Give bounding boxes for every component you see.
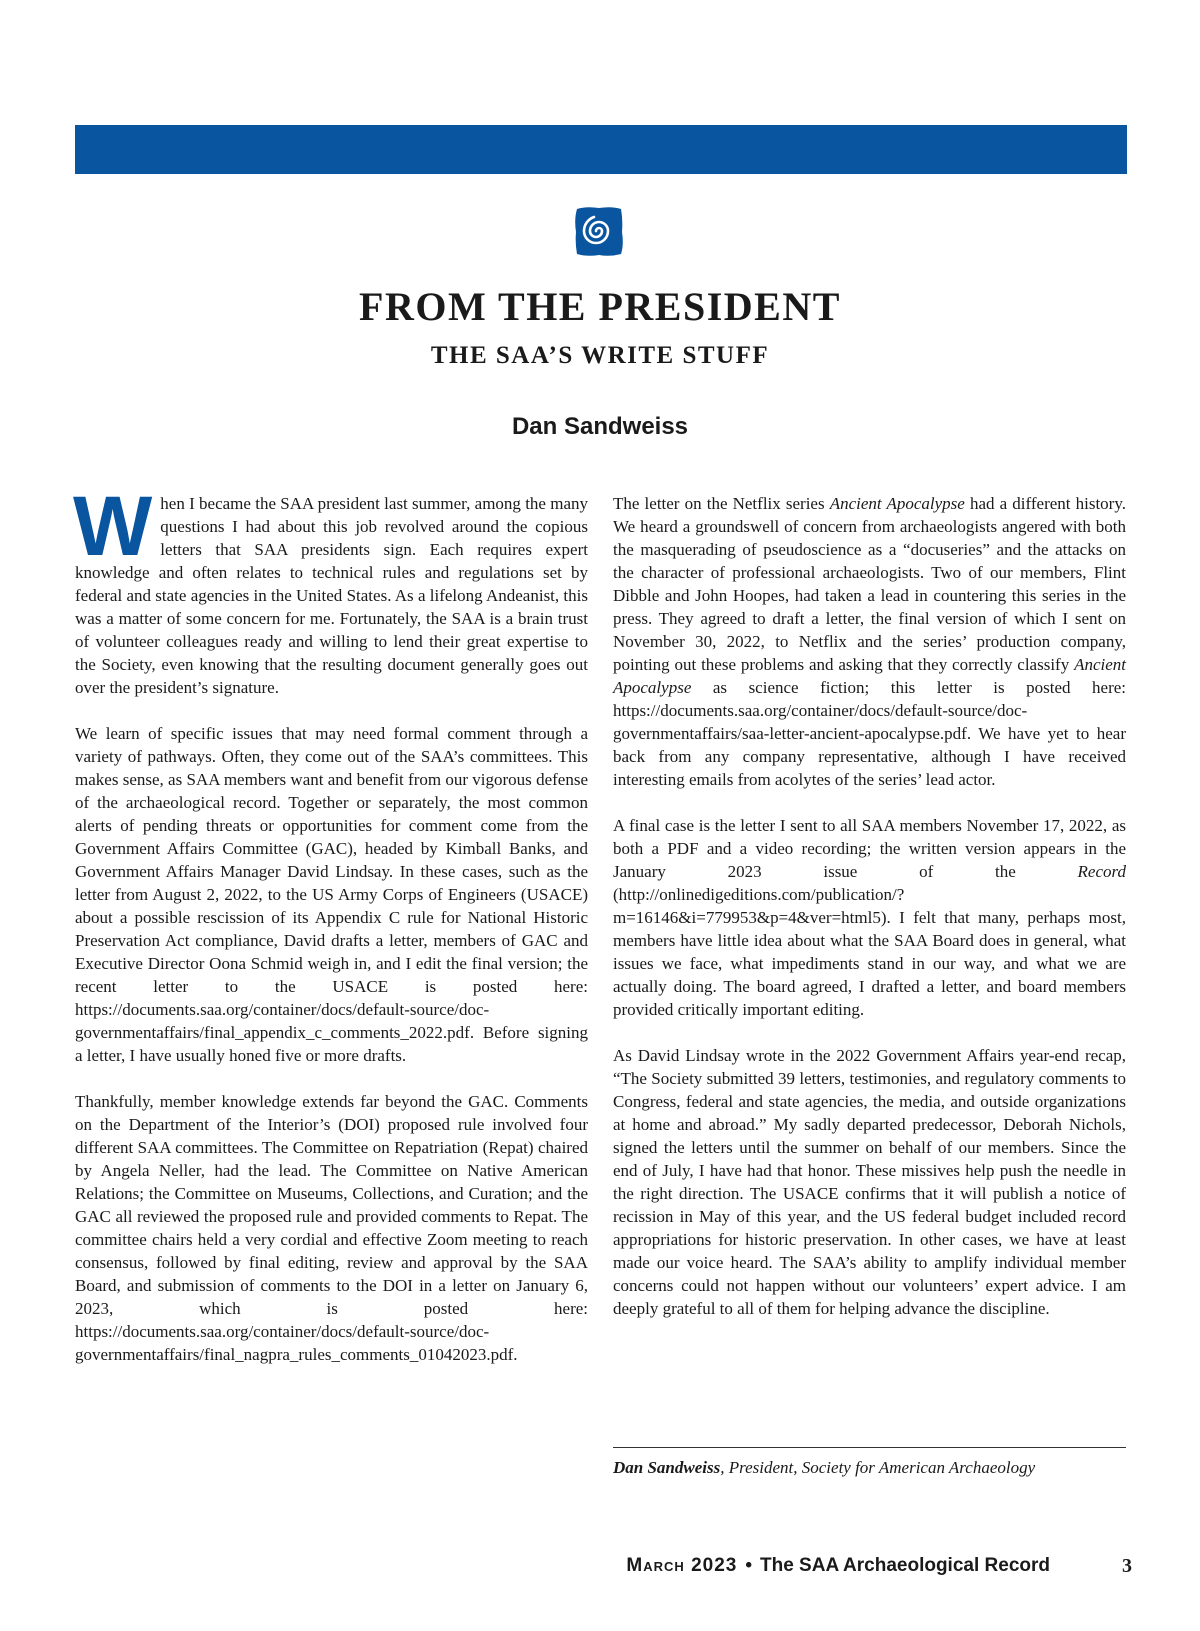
paragraph-3: Thankfully, member knowledge extends far beyond the GAC. Comments on the Department of the Interior’s (DOI) proposed rule involved four different SAA committees. The Committee on Repatriation (Repat) chaired by Angela Neller, had the lead. The Committee on Native American Relations; the Committee on Museums, Collections, and Curation; and the GAC all reviewed the proposed rule and provided comments to Repat. The committee chairs held a very cordial and effective Zoom meeting to reach consensus, followed by final editing, review and approval by the SAA Board, and submission of comments to the DOI in a letter on January 6, 2023, which is posted here: https://documents.saa.org/container/docs/default-source/doc-governmentaffairs/final_nagpra_rules_comments_01042023.pdf. (75, 1092, 588, 1364)
paragraph-4: The letter on the Netflix series Ancient Apocalypse had a different history. We heard a groundswell of concern from archaeologists angered with both the masquerading of pseudoscience as a “docuseries” and the attacks on the character of professional archaeologists. Two of our members, Flint Dibble and John Hoopes, had taken a lead in countering this series in the press. They agreed to draft a letter, the final version of which I sent on November 30, 2022, to Netflix and the series’ production company, pointing out these problems and asking that they correctly classify Ancient Apocalypse as science fiction; this letter is posted here: https://documents.saa.org/container/docs/default-source/doc-governmentaffairs/saa-letter-ancient-apocalypse.pdf. We have yet to hear back from any company representative, although I have received interesting emails from acolytes of the series’ lead actor. (613, 494, 1126, 789)
article-title: THE SAA’S WRITE STUFF (430, 342, 770, 369)
page-number: 3 (1122, 1555, 1132, 1577)
page-footer (626, 1555, 1050, 1577)
author-byline: Dan Sandweiss (511, 413, 689, 440)
footer-bullet: • (745, 1555, 752, 1576)
paragraph-2: We learn of specific issues that may need formal comment through a variety of pathways. Often, they come out of the SAA’s committees. This makes sense, as SAA members want and benefit from our vigorous defense of the archaeological record. Together or separately, the most common alerts of pending threats or opportunities for comment come from the Government Affairs Committee (GAC), headed by Kimball Banks, and Government Affairs Manager David Lindsay. In these cases, such as the letter from August 2, 2022, to the US Army Corps of Engineers (USACE) about a possible rescission of its Appendix C rule for National Historic Preservation Act compliance, David drafts a letter, members of GAC and Executive Director Oona Schmid weigh in, and I edit the final version; the recent letter to the USACE is posted here: https://documents.saa.org/container/docs/default-source/doc-governmentaffairs/final_appendix_c_comments_2022.pdf. Before signing a letter, I have usually honed five or more drafts. (75, 724, 588, 1065)
department-title: FROM THE PRESIDENT (359, 284, 841, 329)
drop-cap: W (73, 479, 153, 573)
footer-publication-name: The SAA Archaeological Record (760, 1555, 1050, 1576)
paragraph-1: When I became the SAA president last summer, among the many questions I had about this job revolved around the copious letters that SAA presidents sign. Each requires expert knowledge and often relates to technical rules and regulations set by federal and state agencies in the United States. As a lifelong Andeanist, this was a matter of some concern for me. Fortunately, the SAA is a brain trust of volunteer colleagues ready and willing to lend their great expertise to the Society, even knowing that the resulting document generally goes out over the president’s signature. (73, 479, 588, 697)
footer-issue-date: March 2023 (626, 1555, 738, 1576)
article-column-left (73, 479, 588, 1366)
spiral-icon (574, 205, 624, 258)
author-signature (613, 1458, 1126, 1478)
header-color-band (75, 125, 1127, 174)
signature-name: Dan Sandweiss (613, 1458, 721, 1477)
signature-divider (613, 1447, 1126, 1448)
article-column-right (613, 492, 1126, 1320)
paragraph-5: A final case is the letter I sent to all SAA members November 17, 2022, as both a PDF and a video recording; the written version appears in the January 2023 issue of the Record (http://onlinedigeditions.com/publication/?m=16146&i=779953&p=4&ver=html5). I felt that many, perhaps most, members have little idea about what the SAA Board does in general, what issues we face, what impediments stand in our way, and what we are actually doing. The board agreed, I drafted a letter, and board members provided critically important editing. (613, 816, 1126, 1019)
paragraph-6: As David Lindsay wrote in the 2022 Government Affairs year-end recap, “The Society submitted 39 letters, testimonies, and regulatory comments to Congress, federal and state agencies, the media, and outside organizations at home and abroad.” My sadly departed predecessor, Deborah Nichols, signed the letters until the summer on behalf of our members. Since the end of July, I have had that honor. These missives help push the needle in the right direction. The USACE confirms that it will publish a notice of recission in May of this year, and the US federal budget included record appropriations for historic preservation. In other cases, we have at least made our voice heard. The SAA’s ability to amplify individual member concerns could not happen without our volunteers’ expert advice. I am deeply grateful to all of them for helping advance the discipline. (613, 1046, 1126, 1318)
signature-role: , President, Society for American Archaeology (720, 1458, 1036, 1477)
